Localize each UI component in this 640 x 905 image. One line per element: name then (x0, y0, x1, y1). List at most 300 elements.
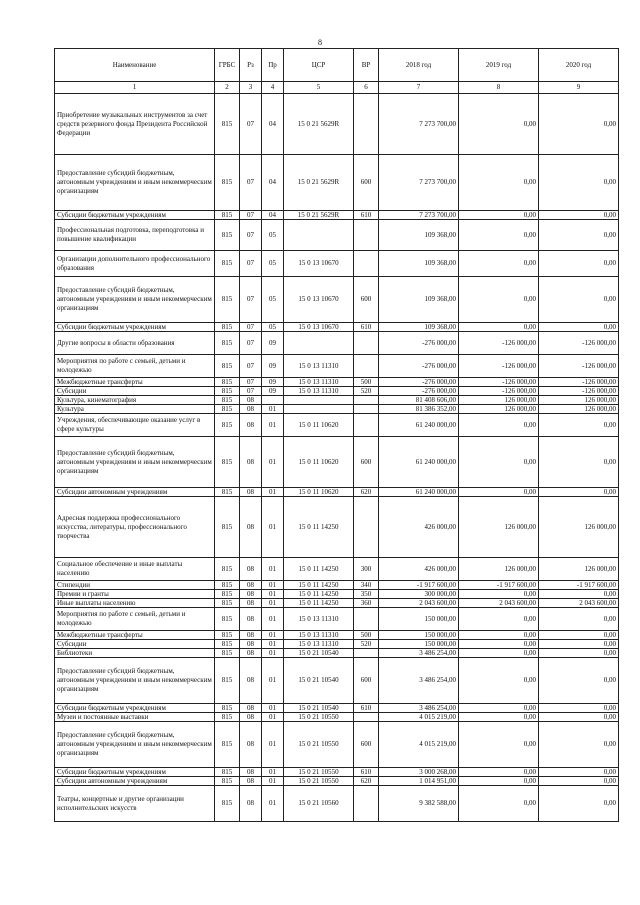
amount-2018-cell: 300 000,00 (379, 590, 459, 599)
amount-2020-cell: -1 917 600,00 (539, 581, 619, 590)
index-cell: 5 (284, 82, 354, 94)
amount-2020-cell: 0,00 (539, 649, 619, 658)
table-row (55, 768, 619, 777)
pr-cell: 01 (262, 658, 284, 704)
grbs-cell: 815 (215, 396, 240, 405)
amount-2019-cell: 0,00 (459, 277, 539, 323)
amount-2019-cell: 0,00 (459, 722, 539, 768)
rz-cell: 07 (240, 155, 262, 211)
row-name-cell: Субсидии бюджетным учреждениям (55, 768, 215, 777)
vr-cell: 520 (354, 387, 379, 396)
amount-2020-cell: 126 000,00 (539, 497, 619, 558)
row-name-cell: Премии и гранты (55, 590, 215, 599)
amount-2018-cell: 3 486 254,00 (379, 649, 459, 658)
amount-2019-cell: 126 000,00 (459, 558, 539, 581)
row-name-cell: Межбюджетные трансферты (55, 631, 215, 640)
amount-2019-cell: 0,00 (459, 211, 539, 220)
row-name-cell: Социальное обеспечение и иные выплаты населению (55, 558, 215, 581)
rz-cell: 07 (240, 94, 262, 155)
grbs-cell: 815 (215, 277, 240, 323)
row-name-cell: Культура (55, 405, 215, 414)
amount-2018-cell: -1 917 600,00 (379, 581, 459, 590)
amount-2020-cell: 0,00 (539, 251, 619, 277)
col-header-grbs: ГРБС (215, 49, 240, 82)
rz-cell: 08 (240, 437, 262, 488)
amount-2020-cell: 0,00 (539, 414, 619, 437)
csr-cell: 15 0 21 10550 (284, 768, 354, 777)
csr-cell: 15 0 21 10550 (284, 722, 354, 768)
vr-cell: 500 (354, 378, 379, 387)
amount-2019-cell: 0,00 (459, 94, 539, 155)
pr-cell: 01 (262, 558, 284, 581)
amount-2020-cell: 0,00 (539, 768, 619, 777)
vr-cell: 610 (354, 323, 379, 332)
amount-2020-cell: 2 043 600,00 (539, 599, 619, 608)
amount-2020-cell: 126 000,00 (539, 558, 619, 581)
csr-cell: 15 0 13 10670 (284, 277, 354, 323)
csr-cell (284, 332, 354, 355)
amount-2020-cell: -126 000,00 (539, 332, 619, 355)
amount-2018-cell: 61 240 000,00 (379, 488, 459, 497)
amount-2019-cell: 0,00 (459, 777, 539, 786)
rz-cell: 08 (240, 631, 262, 640)
index-cell: 2 (215, 82, 240, 94)
table-row (55, 396, 619, 405)
table-row (55, 497, 619, 558)
grbs-cell: 815 (215, 387, 240, 396)
table-row (55, 558, 619, 581)
amount-2020-cell: 0,00 (539, 704, 619, 713)
grbs-cell: 815 (215, 405, 240, 414)
vr-cell: 610 (354, 211, 379, 220)
vr-cell: 300 (354, 558, 379, 581)
csr-cell: 15 0 13 11310 (284, 378, 354, 387)
amount-2020-cell: -126 000,00 (539, 387, 619, 396)
rz-cell: 08 (240, 713, 262, 722)
grbs-cell: 815 (215, 220, 240, 251)
amount-2020-cell: 0,00 (539, 437, 619, 488)
grbs-cell: 815 (215, 94, 240, 155)
table-row (55, 211, 619, 220)
pr-cell: 04 (262, 211, 284, 220)
row-name-cell: Другие вопросы в области образования (55, 332, 215, 355)
rz-cell: 08 (240, 405, 262, 414)
amount-2019-cell: 126 000,00 (459, 405, 539, 414)
amount-2020-cell: 0,00 (539, 786, 619, 822)
vr-cell (354, 220, 379, 251)
csr-cell: 15 0 21 10540 (284, 649, 354, 658)
amount-2020-cell: 0,00 (539, 722, 619, 768)
amount-2018-cell: 81 386 352,00 (379, 405, 459, 414)
grbs-cell: 815 (215, 378, 240, 387)
index-cell: 9 (539, 82, 619, 94)
amount-2020-cell: 0,00 (539, 211, 619, 220)
amount-2018-cell: -276 000,00 (379, 387, 459, 396)
vr-cell: 600 (354, 658, 379, 704)
table-row (55, 786, 619, 822)
csr-cell: 15 0 11 14250 (284, 558, 354, 581)
amount-2018-cell: 7 273 700,00 (379, 94, 459, 155)
table-row (55, 581, 619, 590)
row-name-cell: Стипендии (55, 581, 215, 590)
grbs-cell: 815 (215, 488, 240, 497)
rz-cell: 08 (240, 558, 262, 581)
amount-2020-cell: 0,00 (539, 488, 619, 497)
pr-cell: 01 (262, 640, 284, 649)
grbs-cell: 815 (215, 649, 240, 658)
rz-cell: 08 (240, 658, 262, 704)
amount-2019-cell: -126 000,00 (459, 378, 539, 387)
table-row (55, 590, 619, 599)
col-header-rz: Рз (240, 49, 262, 82)
header-row (55, 49, 619, 82)
grbs-cell: 815 (215, 323, 240, 332)
amount-2020-cell: 126 000,00 (539, 405, 619, 414)
row-name-cell: Субсидии бюджетным учреждениям (55, 323, 215, 332)
rz-cell: 08 (240, 599, 262, 608)
rz-cell: 07 (240, 211, 262, 220)
vr-cell (354, 786, 379, 822)
amount-2018-cell: -276 000,00 (379, 355, 459, 378)
index-row (55, 82, 619, 94)
row-name-cell: Профессиональная подготовка, переподготовка и повышение квалификации (55, 220, 215, 251)
amount-2019-cell: 0,00 (459, 590, 539, 599)
row-name-cell: Адресная поддержка профессионального искусства, литературы, профессионального творчества (55, 497, 215, 558)
amount-2020-cell: 0,00 (539, 608, 619, 631)
rz-cell: 08 (240, 414, 262, 437)
pr-cell: 01 (262, 414, 284, 437)
grbs-cell: 815 (215, 590, 240, 599)
row-name-cell: Учреждения, обеспечивающие оказание услуг в сфере культуры (55, 414, 215, 437)
amount-2020-cell: 0,00 (539, 713, 619, 722)
amount-2018-cell: 109 368,00 (379, 277, 459, 323)
pr-cell: 01 (262, 497, 284, 558)
amount-2019-cell: -126 000,00 (459, 355, 539, 378)
row-name-cell: Иные выплаты населению (55, 599, 215, 608)
rz-cell: 07 (240, 378, 262, 387)
index-cell: 4 (262, 82, 284, 94)
grbs-cell: 815 (215, 437, 240, 488)
grbs-cell: 815 (215, 497, 240, 558)
row-name-cell: Предоставление субсидий бюджетным, автономным учреждениям и иным некоммерческим организациям (55, 658, 215, 704)
pr-cell: 01 (262, 599, 284, 608)
rz-cell: 08 (240, 581, 262, 590)
csr-cell: 15 0 13 10670 (284, 323, 354, 332)
vr-cell (354, 649, 379, 658)
csr-cell: 15 0 11 10620 (284, 437, 354, 488)
index-cell: 1 (55, 82, 215, 94)
amount-2019-cell: 0,00 (459, 631, 539, 640)
csr-cell: 15 0 13 10670 (284, 251, 354, 277)
budget-table (54, 48, 619, 822)
pr-cell: 01 (262, 405, 284, 414)
amount-2018-cell: 109 368,00 (379, 220, 459, 251)
table-row (55, 704, 619, 713)
pr-cell: 01 (262, 581, 284, 590)
grbs-cell: 815 (215, 558, 240, 581)
grbs-cell: 815 (215, 581, 240, 590)
rz-cell: 08 (240, 640, 262, 649)
index-cell: 3 (240, 82, 262, 94)
pr-cell: 01 (262, 722, 284, 768)
rz-cell: 08 (240, 590, 262, 599)
rz-cell: 07 (240, 251, 262, 277)
amount-2018-cell: 109 368,00 (379, 251, 459, 277)
pr-cell: 01 (262, 631, 284, 640)
pr-cell: 09 (262, 378, 284, 387)
amount-2019-cell: 126 000,00 (459, 396, 539, 405)
amount-2019-cell: -126 000,00 (459, 387, 539, 396)
rz-cell: 08 (240, 608, 262, 631)
row-name-cell: Предоставление субсидий бюджетным, автономным учреждениям и иным некоммерческим организациям (55, 437, 215, 488)
rz-cell: 07 (240, 355, 262, 378)
grbs-cell: 815 (215, 786, 240, 822)
csr-cell: 15 0 21 10550 (284, 777, 354, 786)
csr-cell: 15 0 11 14250 (284, 497, 354, 558)
table-row (55, 608, 619, 631)
pr-cell: 01 (262, 437, 284, 488)
amount-2019-cell: 2 043 600,00 (459, 599, 539, 608)
rz-cell: 08 (240, 497, 262, 558)
table-row (55, 599, 619, 608)
amount-2018-cell: 426 000,00 (379, 497, 459, 558)
index-cell: 6 (354, 82, 379, 94)
col-header-pr: Пр (262, 49, 284, 82)
row-name-cell: Театры, концертные и другие организации исполнительских искусств (55, 786, 215, 822)
pr-cell: 01 (262, 713, 284, 722)
row-name-cell: Субсидии автономным учреждениям (55, 777, 215, 786)
vr-cell: 610 (354, 704, 379, 713)
vr-cell (354, 396, 379, 405)
table-row (55, 332, 619, 355)
pr-cell: 09 (262, 355, 284, 378)
table-row (55, 387, 619, 396)
table-body (55, 94, 619, 822)
grbs-cell: 815 (215, 640, 240, 649)
vr-cell (354, 497, 379, 558)
vr-cell (354, 332, 379, 355)
amount-2019-cell: 0,00 (459, 649, 539, 658)
vr-cell (354, 713, 379, 722)
amount-2018-cell: 150 000,00 (379, 608, 459, 631)
amount-2019-cell: 0,00 (459, 251, 539, 277)
pr-cell: 04 (262, 155, 284, 211)
amount-2020-cell: 0,00 (539, 631, 619, 640)
table-row (55, 277, 619, 323)
csr-cell (284, 396, 354, 405)
grbs-cell: 815 (215, 332, 240, 355)
grbs-cell: 815 (215, 599, 240, 608)
vr-cell: 360 (354, 599, 379, 608)
csr-cell: 15 0 11 14250 (284, 599, 354, 608)
rz-cell: 08 (240, 649, 262, 658)
grbs-cell: 815 (215, 768, 240, 777)
pr-cell: 01 (262, 488, 284, 497)
table-row (55, 414, 619, 437)
grbs-cell: 815 (215, 155, 240, 211)
rz-cell: 08 (240, 704, 262, 713)
vr-cell: 600 (354, 722, 379, 768)
row-name-cell: Субсидии автономным учреждениям (55, 488, 215, 497)
table-row (55, 405, 619, 414)
grbs-cell: 815 (215, 704, 240, 713)
vr-cell (354, 94, 379, 155)
amount-2018-cell: 1 014 951,00 (379, 777, 459, 786)
csr-cell: 15 0 11 10620 (284, 414, 354, 437)
pr-cell: 09 (262, 332, 284, 355)
col-header-vr: ВР (354, 49, 379, 82)
amount-2020-cell: 0,00 (539, 777, 619, 786)
amount-2020-cell: 0,00 (539, 155, 619, 211)
rz-cell: 08 (240, 722, 262, 768)
pr-cell (262, 396, 284, 405)
vr-cell: 350 (354, 590, 379, 599)
table-row (55, 378, 619, 387)
csr-cell: 15 0 13 11310 (284, 355, 354, 378)
index-cell: 8 (459, 82, 539, 94)
rz-cell: 08 (240, 786, 262, 822)
row-name-cell: Субсидии бюджетным учреждениям (55, 211, 215, 220)
col-header-csr: ЦСР (284, 49, 354, 82)
rz-cell: 08 (240, 768, 262, 777)
table-row (55, 488, 619, 497)
amount-2020-cell: 126 000,00 (539, 396, 619, 405)
csr-cell: 15 0 13 11310 (284, 631, 354, 640)
row-name-cell: Субсидии бюджетным учреждениям (55, 704, 215, 713)
vr-cell: 500 (354, 631, 379, 640)
vr-cell (354, 251, 379, 277)
table-row (55, 640, 619, 649)
amount-2018-cell: -276 000,00 (379, 378, 459, 387)
csr-cell: 15 0 21 10540 (284, 704, 354, 713)
amount-2020-cell: 0,00 (539, 323, 619, 332)
amount-2019-cell: 0,00 (459, 155, 539, 211)
vr-cell: 620 (354, 777, 379, 786)
pr-cell: 05 (262, 277, 284, 323)
amount-2019-cell: 0,00 (459, 704, 539, 713)
pr-cell: 01 (262, 768, 284, 777)
table-row (55, 155, 619, 211)
csr-cell: 15 0 21 10550 (284, 713, 354, 722)
amount-2018-cell: 150 000,00 (379, 631, 459, 640)
amount-2019-cell: 0,00 (459, 786, 539, 822)
grbs-cell: 815 (215, 414, 240, 437)
table-row (55, 658, 619, 704)
row-name-cell: Мероприятия по работе с семьей, детьми и молодежью (55, 608, 215, 631)
pr-cell: 05 (262, 323, 284, 332)
amount-2020-cell: -126 000,00 (539, 355, 619, 378)
amount-2018-cell: 4 015 219,00 (379, 722, 459, 768)
pr-cell: 05 (262, 251, 284, 277)
vr-cell (354, 355, 379, 378)
vr-cell: 600 (354, 155, 379, 211)
amount-2019-cell: 0,00 (459, 658, 539, 704)
amount-2018-cell: 3 000 268,00 (379, 768, 459, 777)
table-row (55, 777, 619, 786)
rz-cell: 07 (240, 220, 262, 251)
amount-2018-cell: 4 015 219,00 (379, 713, 459, 722)
csr-cell: 15 0 21 10540 (284, 658, 354, 704)
csr-cell: 15 0 11 10620 (284, 488, 354, 497)
row-name-cell: Организации дополнительного профессионального образования (55, 251, 215, 277)
grbs-cell: 815 (215, 211, 240, 220)
vr-cell: 520 (354, 640, 379, 649)
pr-cell: 09 (262, 387, 284, 396)
row-name-cell: Межбюджетные трансферты (55, 378, 215, 387)
table-row (55, 722, 619, 768)
amount-2019-cell: 0,00 (459, 768, 539, 777)
grbs-cell: 815 (215, 658, 240, 704)
table-row (55, 251, 619, 277)
amount-2018-cell: 81 408 606,00 (379, 396, 459, 405)
grbs-cell: 815 (215, 631, 240, 640)
amount-2018-cell: 61 240 000,00 (379, 414, 459, 437)
pr-cell: 01 (262, 590, 284, 599)
amount-2019-cell: 0,00 (459, 323, 539, 332)
csr-cell: 15 0 13 11310 (284, 387, 354, 396)
vr-cell: 610 (354, 768, 379, 777)
amount-2018-cell: 61 240 000,00 (379, 437, 459, 488)
amount-2018-cell: 9 382 588,00 (379, 786, 459, 822)
col-header-name: Наименование (55, 49, 215, 82)
rz-cell: 07 (240, 277, 262, 323)
amount-2020-cell: 0,00 (539, 220, 619, 251)
row-name-cell: Культура, кинематография (55, 396, 215, 405)
row-name-cell: Субсидии (55, 640, 215, 649)
amount-2019-cell: -126 000,00 (459, 332, 539, 355)
vr-cell (354, 405, 379, 414)
col-header-2019: 2019 год (459, 49, 539, 82)
table-row (55, 649, 619, 658)
amount-2019-cell: 0,00 (459, 220, 539, 251)
csr-cell (284, 220, 354, 251)
row-name-cell: Музеи и постоянные выставки (55, 713, 215, 722)
grbs-cell: 815 (215, 608, 240, 631)
amount-2019-cell: 0,00 (459, 437, 539, 488)
grbs-cell: 815 (215, 355, 240, 378)
vr-cell (354, 414, 379, 437)
row-name-cell: Мероприятия по работе с семьей, детьми и молодежью (55, 355, 215, 378)
table-row (55, 437, 619, 488)
table-row (55, 631, 619, 640)
row-name-cell: Предоставление субсидий бюджетным, автономным учреждениям и иным некоммерческим организациям (55, 722, 215, 768)
amount-2020-cell: -126 000,00 (539, 378, 619, 387)
amount-2019-cell: 0,00 (459, 713, 539, 722)
amount-2020-cell: 0,00 (539, 94, 619, 155)
rz-cell: 07 (240, 332, 262, 355)
table-row (55, 323, 619, 332)
vr-cell: 340 (354, 581, 379, 590)
page-number: 8 (318, 38, 322, 47)
csr-cell: 15 0 21 5629R (284, 155, 354, 211)
pr-cell: 05 (262, 220, 284, 251)
pr-cell: 01 (262, 649, 284, 658)
grbs-cell: 815 (215, 713, 240, 722)
rz-cell: 07 (240, 323, 262, 332)
grbs-cell: 815 (215, 722, 240, 768)
csr-cell (284, 405, 354, 414)
row-name-cell: Приобретение музыкальных инструментов за счет средств резервного фонда Президента Российской Федерации (55, 94, 215, 155)
rz-cell: 08 (240, 488, 262, 497)
amount-2018-cell: 7 273 700,00 (379, 211, 459, 220)
rz-cell: 07 (240, 387, 262, 396)
pr-cell: 01 (262, 777, 284, 786)
amount-2018-cell: 7 273 700,00 (379, 155, 459, 211)
row-name-cell: Предоставление субсидий бюджетным, автономным учреждениям и иным некоммерческим организациям (55, 277, 215, 323)
row-name-cell: Предоставление субсидий бюджетным, автономным учреждениям и иным некоммерческим организациям (55, 155, 215, 211)
csr-cell: 15 0 21 5629R (284, 211, 354, 220)
rz-cell: 08 (240, 396, 262, 405)
